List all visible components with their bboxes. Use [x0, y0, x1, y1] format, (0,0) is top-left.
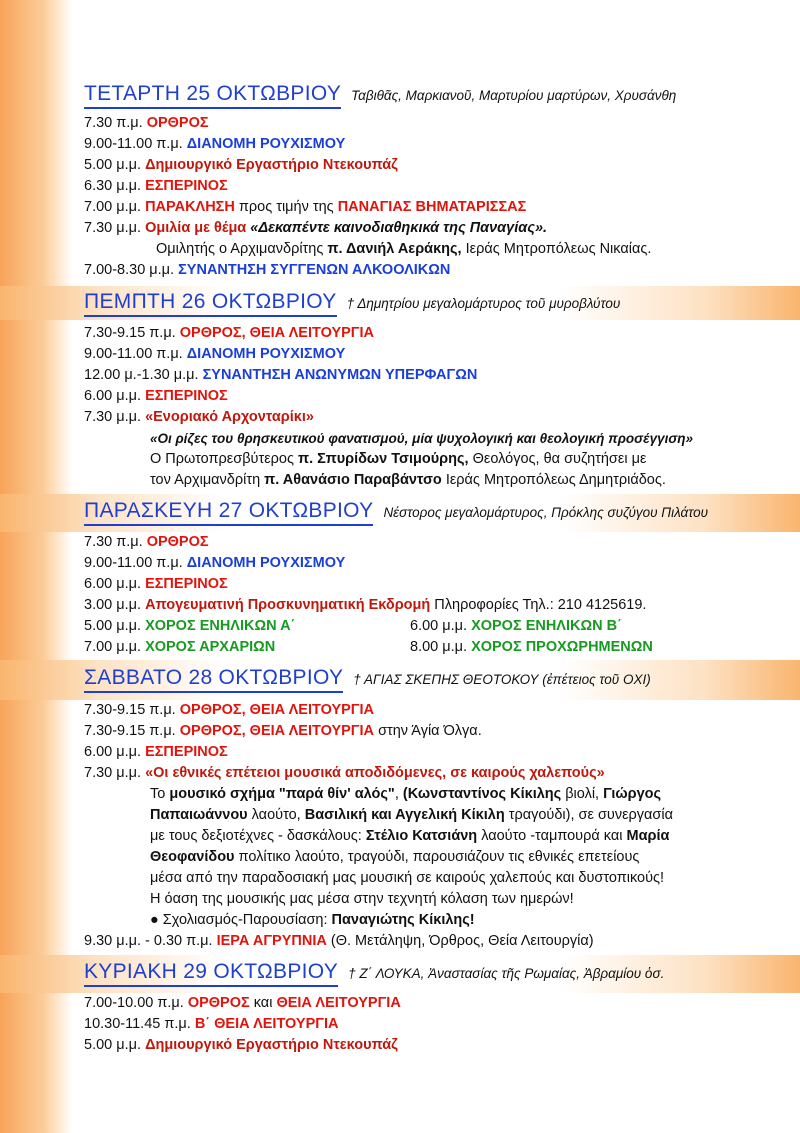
description-line	[84, 910, 744, 931]
time: 5.00 μ.μ.	[84, 1037, 142, 1053]
text: τραγούδι), σε συνεργασία	[508, 807, 673, 823]
ensemble-name: μουσικό σχήμα "παρά θίν' αλός"	[169, 786, 395, 802]
schedule-line	[84, 386, 744, 407]
event: ΕΣΠΕΡΙΝΟΣ	[145, 178, 228, 194]
schedule-line	[84, 113, 744, 134]
schedule-line	[84, 365, 744, 386]
time: 6.00 μ.μ.	[84, 388, 142, 404]
time: 7.30 π.μ.	[84, 115, 143, 131]
text: Η όαση της μουσικής μας μέσα στην τεχνητή κόλαση των ημερών!	[150, 891, 574, 907]
performer-name: (Κωνσταντίνος Κίκιλης	[402, 786, 562, 802]
time: 10.30-11.45 π.μ.	[84, 1016, 191, 1032]
event: Δημιουργικό Εργαστήριο Ντεκουπάζ	[145, 157, 398, 173]
schedule-line	[84, 763, 744, 784]
time: 3.00 μ.μ.	[84, 597, 142, 613]
event: ΟΡΘΡΟΣ, ΘΕΙΑ ΛΕΙΤΟΥΡΓΙΑ	[179, 702, 375, 718]
saints-of-day: † Δημητρίου μεγαλομάρτυρος τοῦ μυροβλύτου	[346, 296, 621, 311]
schedule-line	[84, 721, 744, 742]
event: ΘΕΙΑ ΛΕΙΤΟΥΡΓΙΑ	[276, 995, 401, 1011]
saints-of-day: Νέστορος μεγαλομάρτυρος, Πρόκλης συζύγου Πιλάτου	[383, 505, 709, 520]
schedule-line	[84, 553, 744, 574]
day-header-thursday	[84, 290, 620, 317]
text: Ο Πρωτοπρεσβύτερος	[150, 451, 294, 467]
saints-of-day: † ΑΓΙΑΣ ΣΚΕΠΗΣ ΘΕΟΤΟΚΟΥ (ἐπέτειος τοῦ ΟΧΙ)	[353, 672, 651, 687]
saints-of-day: † Ζ΄ ΛΟΥΚΑ, Ἀναστασίας τῆς Ρωμαίας, Ἀβραμίου ὁσ.	[348, 966, 665, 981]
time: 9.00-11.00 π.μ.	[84, 555, 183, 571]
speaker-line	[84, 470, 744, 491]
performer-name: Θεοφανίδου	[150, 849, 235, 865]
schedule-line	[84, 742, 744, 763]
time: 6.00 μ.μ.	[410, 618, 468, 634]
event: Ομιλία με θέμα	[145, 220, 247, 236]
schedule-line	[84, 1035, 744, 1056]
topic-line	[84, 428, 744, 449]
description-line	[84, 784, 744, 805]
event: ΧΟΡΟΣ ΠΡΟΧΩΡΗΜΕΝΩΝ	[471, 639, 653, 655]
event: ΟΡΘΡΟΣ	[146, 534, 209, 550]
time: 7.00 μ.μ.	[84, 199, 142, 215]
event: ΠΑΝΑΓΙΑΣ ΒΗΜΑΤΑΡΙΣΣΑΣ	[337, 199, 527, 215]
schedule-line	[84, 344, 744, 365]
schedule-line	[84, 134, 744, 155]
text: (Θ. Μετάληψη, Όρθρος, Θεία Λειτουργία)	[330, 933, 594, 949]
time: 5.00 μ.μ.	[84, 157, 142, 173]
event: ΔΙΑΝΟΜΗ ΡΟΥΧΙΣΜΟΥ	[186, 346, 346, 362]
speaker-line	[84, 239, 744, 260]
schedule-saturday	[84, 700, 744, 952]
text: Ιεράς Μητροπόλεως Δημητριάδος.	[445, 472, 666, 488]
schedule-line	[84, 931, 744, 952]
event: ΟΡΘΡΟΣ	[187, 995, 250, 1011]
event: ΧΟΡΟΣ ΕΝΗΛΙΚΩΝ Β΄	[471, 618, 622, 634]
schedule-line	[84, 700, 744, 721]
description-line	[84, 889, 744, 910]
schedule-line	[84, 595, 744, 616]
event: ΣΥΝΑΝΤΗΣΗ ΣΥΓΓΕΝΩΝ ΑΛΚΟΟΛΙΚΩΝ	[178, 262, 451, 278]
text: Ιεράς Μητροπόλεως Νικαίας.	[465, 241, 652, 257]
time: 7.30 π.μ.	[84, 534, 143, 550]
speaker-name: π. Δανιήλ Αεράκης,	[327, 241, 462, 257]
performer-name: Γιώργος	[603, 786, 662, 802]
schedule-line	[84, 260, 744, 281]
text: ● Σχολιασμός-Παρουσίαση:	[150, 912, 328, 928]
schedule-thursday	[84, 323, 744, 491]
text: τον Αρχιμανδρίτη	[150, 472, 261, 488]
schedule-line	[84, 323, 744, 344]
day-header-friday	[84, 499, 708, 526]
event: ΕΣΠΕΡΙΝΟΣ	[145, 388, 228, 404]
time: 6.30 μ.μ.	[84, 178, 142, 194]
saints-of-day: Ταβιθᾶς, Μαρκιανοῦ, Μαρτυρίου μαρτύρων, Χρυσάνθη	[351, 88, 677, 103]
performer-name: Παπαιωάννου	[150, 807, 248, 823]
performer-name: Στέλιο Κατσιάνη	[365, 828, 478, 844]
day-title: ΠΕΜΠΤΗ 26 ΟΚΤΩΒΡΙΟΥ	[84, 290, 337, 317]
schedule-line	[84, 1014, 744, 1035]
schedule-line	[84, 218, 744, 239]
text: ,	[394, 786, 399, 802]
speaker-name: π. Σπυρίδων Τσιμούρης,	[297, 451, 469, 467]
text: πολίτικο λαούτο, τραγούδι, παρουσιάζουν τις εθνικές επετείους	[238, 849, 640, 865]
event: Β΄ ΘΕΙΑ ΛΕΙΤΟΥΡΓΙΑ	[194, 1016, 339, 1032]
dance-row	[84, 637, 744, 658]
text: και	[253, 995, 273, 1011]
event: Δημιουργικό Εργαστήριο Ντεκουπάζ	[145, 1037, 398, 1053]
event: ΕΣΠΕΡΙΝΟΣ	[145, 744, 228, 760]
time: 7.30 μ.μ.	[84, 765, 142, 781]
event: ΣΥΝΑΝΤΗΣΗ ΑΝΩΝΥΜΩΝ ΥΠΕΡΦΑΓΩΝ	[202, 367, 478, 383]
day-header-sunday	[84, 960, 664, 987]
schedule-line	[84, 155, 744, 176]
event: ΕΣΠΕΡΙΝΟΣ	[145, 576, 228, 592]
speaker-name: π. Αθανάσιο Παραβάντσο	[264, 472, 442, 488]
text: μέσα από την παραδοσιακή μας μουσική σε καιρούς χαλεπούς και δυστοπικούς!	[150, 870, 665, 886]
presenter-name: Παναγιώτης Κίκιλης!	[331, 912, 475, 928]
performer-name: Μαρία	[626, 828, 670, 844]
schedule-line	[84, 176, 744, 197]
time: 6.00 μ.μ.	[84, 744, 142, 760]
schedule-line	[84, 532, 744, 553]
event: «Οι εθνικές επέτειοι μουσικά αποδιδόμενες, σε καιρούς χαλεπούς»	[145, 765, 605, 781]
event: ΧΟΡΟΣ ΕΝΗΛΙΚΩΝ Α΄	[145, 618, 296, 634]
event: ΔΙΑΝΟΜΗ ΡΟΥΧΙΣΜΟΥ	[186, 555, 346, 571]
text: Θεολόγος, θα συζητήσει με	[472, 451, 647, 467]
topic: «Οι ρίζες του θρησκευτικού φανατισμού, μία ψυχολογική και θεολογική προσέγγιση»	[150, 431, 694, 446]
time: 8.00 μ.μ.	[410, 639, 468, 655]
day-title: ΣΑΒΒΑΤΟ 28 ΟΚΤΩΒΡΙΟΥ	[84, 666, 343, 693]
day-title: ΚΥΡΙΑΚΗ 29 ΟΚΤΩΒΡΙΟΥ	[84, 960, 338, 987]
location: στην Άγία Όλγα.	[378, 723, 482, 739]
event: ΟΡΘΡΟΣ, ΘΕΙΑ ΛΕΙΤΟΥΡΓΙΑ	[179, 325, 375, 341]
event: ΧΟΡΟΣ ΑΡΧΑΡΙΩΝ	[145, 639, 276, 655]
topic: «Δεκαπέντε καινοδιαθηκικά της Παναγίας».	[250, 220, 548, 236]
schedule-line	[84, 197, 744, 218]
event: ΔΙΑΝΟΜΗ ΡΟΥΧΙΣΜΟΥ	[186, 136, 346, 152]
day-header-wednesday	[84, 82, 676, 109]
time: 7.30 μ.μ.	[84, 409, 142, 425]
time: 7.30-9.15 π.μ.	[84, 723, 176, 739]
time: 7.30-9.15 π.μ.	[84, 325, 176, 341]
description-line	[84, 868, 744, 889]
text: λαούτο,	[251, 807, 301, 823]
schedule-line	[84, 993, 744, 1014]
text: λαούτο -ταμπουρά και	[481, 828, 623, 844]
day-header-saturday	[84, 666, 651, 693]
event: ΙΕΡΑ ΑΓΡΥΠΝΙΑ	[216, 933, 327, 949]
time: 9.00-11.00 π.μ.	[84, 136, 183, 152]
time: 7.00 μ.μ.	[84, 639, 142, 655]
schedule-line	[84, 574, 744, 595]
performer-name: Βασιλική και Αγγελική Κίκιλη	[304, 807, 505, 823]
text: Το	[150, 786, 166, 802]
description-line	[84, 805, 744, 826]
time: 7.00-8.30 μ.μ.	[84, 262, 175, 278]
event: ΟΡΘΡΟΣ, ΘΕΙΑ ΛΕΙΤΟΥΡΓΙΑ	[179, 723, 375, 739]
time: 9.00-11.00 π.μ.	[84, 346, 183, 362]
time: 7.00-10.00 π.μ.	[84, 995, 184, 1011]
day-title: ΠΑΡΑΣΚΕΥΗ 27 ΟΚΤΩΒΡΙΟΥ	[84, 499, 373, 526]
description-line	[84, 826, 744, 847]
text: με τους δεξιοτέχνες - δασκάλους:	[150, 828, 362, 844]
event: ΠΑΡΑΚΛΗΣΗ	[145, 199, 235, 215]
event: «Ενοριακό Αρχονταρίκι»	[145, 409, 314, 425]
time: 12.00 μ.-1.30 μ.μ.	[84, 367, 199, 383]
schedule-line	[84, 407, 744, 428]
text: βιολί,	[565, 786, 600, 802]
schedule-friday	[84, 532, 744, 658]
time: 9.30 μ.μ. - 0.30 π.μ.	[84, 933, 213, 949]
time: 7.30 μ.μ.	[84, 220, 142, 236]
phone-info: Πληροφορίες Τηλ.: 210 4125619.	[434, 597, 647, 613]
speaker-line	[84, 449, 744, 470]
event: Απογευματινή Προσκυνηματική Εκδρομή	[145, 597, 431, 613]
text: προς τιμήν της	[238, 199, 334, 215]
time: 5.00 μ.μ.	[84, 618, 142, 634]
time: 7.30-9.15 π.μ.	[84, 702, 176, 718]
event: ΟΡΘΡΟΣ	[146, 115, 209, 131]
text: Ομιλητής ο Αρχιμανδρίτης	[156, 241, 324, 257]
schedule-wednesday	[84, 113, 744, 281]
description-line	[84, 847, 744, 868]
time: 6.00 μ.μ.	[84, 576, 142, 592]
schedule-sunday	[84, 993, 744, 1056]
dance-row	[84, 616, 744, 637]
day-title: ΤΕΤΑΡΤΗ 25 ΟΚΤΩΒΡΙΟΥ	[84, 82, 341, 109]
